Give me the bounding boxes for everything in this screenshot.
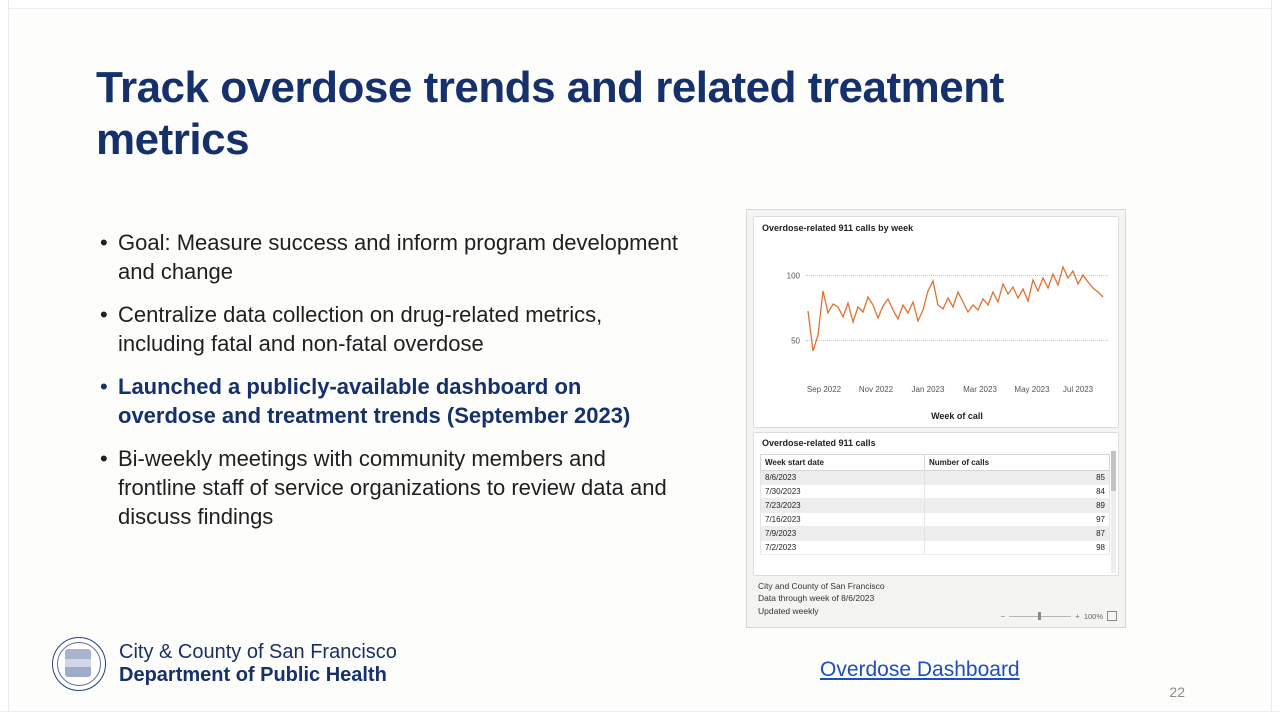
zoom-in-icon[interactable]: + (1075, 611, 1080, 621)
slide-edge-top (0, 0, 1280, 9)
cell-date: 7/2/2023 (761, 541, 925, 555)
caption-line-2: Data through week of 8/6/2023 (758, 593, 875, 604)
table-row (761, 471, 1110, 485)
table-row (761, 513, 1110, 527)
bullet-dot-icon: • (100, 230, 108, 255)
table-row (761, 541, 1110, 555)
fullscreen-icon[interactable] (1107, 611, 1117, 621)
cell-date: 8/6/2023 (761, 471, 925, 485)
bullet-dot-icon: • (100, 374, 108, 399)
cell-date: 7/16/2023 (761, 513, 925, 527)
column-header-number-of-calls[interactable]: Number of calls (925, 455, 1110, 471)
bullet-list (100, 228, 680, 545)
data-table (760, 454, 1110, 555)
chart-plot-area (786, 241, 1108, 421)
cell-calls: 87 (925, 527, 1110, 541)
logo-line-1: City & County of San Francisco (119, 640, 397, 663)
cell-calls: 89 (925, 499, 1110, 513)
overdose-dashboard-link[interactable]: Overdose Dashboard (820, 658, 1020, 681)
bullet-dot-icon: • (100, 302, 108, 327)
list-item-text: Centralize data collection on drug-related metrics, including fatal and non-fatal overdose (118, 302, 603, 356)
caption-line-1: City and County of San Francisco (758, 581, 885, 591)
dashboard-screenshot (746, 209, 1126, 628)
page-title: Track overdose trends and related treatment metrics (96, 63, 1004, 164)
chart-line-series (806, 241, 1108, 381)
zoom-controls[interactable] (1000, 611, 1117, 621)
logo-text (119, 641, 397, 687)
zoom-slider-knob[interactable] (1038, 612, 1041, 620)
y-axis-tick-label: 100 (786, 271, 800, 281)
caption-line-3: Updated weekly (758, 605, 819, 616)
table-scrollbar[interactable] (1111, 451, 1116, 573)
slide-edge-right (1271, 0, 1280, 720)
list-item-text: Launched a publicly-available dashboard on overdose and treatment trends (September 2023) (118, 374, 631, 428)
column-header-week-start-date[interactable]: Week start date (761, 455, 925, 471)
zoom-out-icon[interactable]: − (1000, 611, 1006, 621)
x-axis-tick-label: Sep 2022 (806, 385, 842, 394)
data-table-card (753, 432, 1119, 576)
x-axis-tick-label: May 2023 (1014, 385, 1050, 394)
dashboard-caption (758, 580, 885, 617)
x-axis-tick-label: Nov 2022 (858, 385, 894, 394)
chart-title: Overdose-related 911 calls by week (762, 223, 914, 233)
list-item (100, 228, 680, 286)
list-item-highlighted (100, 372, 680, 430)
y-axis-tick-label: 50 (791, 336, 800, 346)
cell-calls: 97 (925, 513, 1110, 527)
zoom-slider[interactable] (1009, 612, 1071, 620)
city-seal-emblem (65, 649, 91, 677)
page-number: 22 (1169, 684, 1185, 700)
table-row (761, 485, 1110, 499)
cell-calls: 98 (925, 541, 1110, 555)
table-header-row (761, 455, 1110, 471)
chart-card (753, 216, 1119, 428)
logo-line-2: Department of Public Health (119, 664, 387, 686)
list-item (100, 300, 680, 358)
table-scrollbar-thumb[interactable] (1111, 451, 1116, 491)
table-title: Overdose-related 911 calls (762, 438, 876, 448)
list-item-text: Goal: Measure success and inform program development and change (118, 230, 679, 284)
x-axis-title: Week of call (931, 411, 983, 421)
x-axis-tick-label: Jul 2023 (1062, 385, 1094, 394)
list-item (100, 444, 680, 531)
slide-edge-left (0, 0, 9, 720)
bullet-dot-icon: • (100, 446, 108, 471)
cell-calls: 85 (925, 471, 1110, 485)
city-seal-icon (52, 637, 106, 691)
cell-date: 7/23/2023 (761, 499, 925, 513)
x-axis-tick-label: Jan 2023 (911, 385, 945, 394)
x-axis-tick-label: Mar 2023 (963, 385, 997, 394)
table-row (761, 499, 1110, 513)
list-item-text: Bi-weekly meetings with community members and frontline staff of service organizations to review data and discuss findings (118, 446, 667, 529)
slide-edge-bottom (0, 711, 1280, 720)
sfdph-logo (52, 637, 397, 691)
zoom-level-label: 100% (1083, 611, 1103, 621)
cell-date: 7/9/2023 (761, 527, 925, 541)
table-row (761, 527, 1110, 541)
cell-calls: 84 (925, 485, 1110, 499)
cell-date: 7/30/2023 (761, 485, 925, 499)
